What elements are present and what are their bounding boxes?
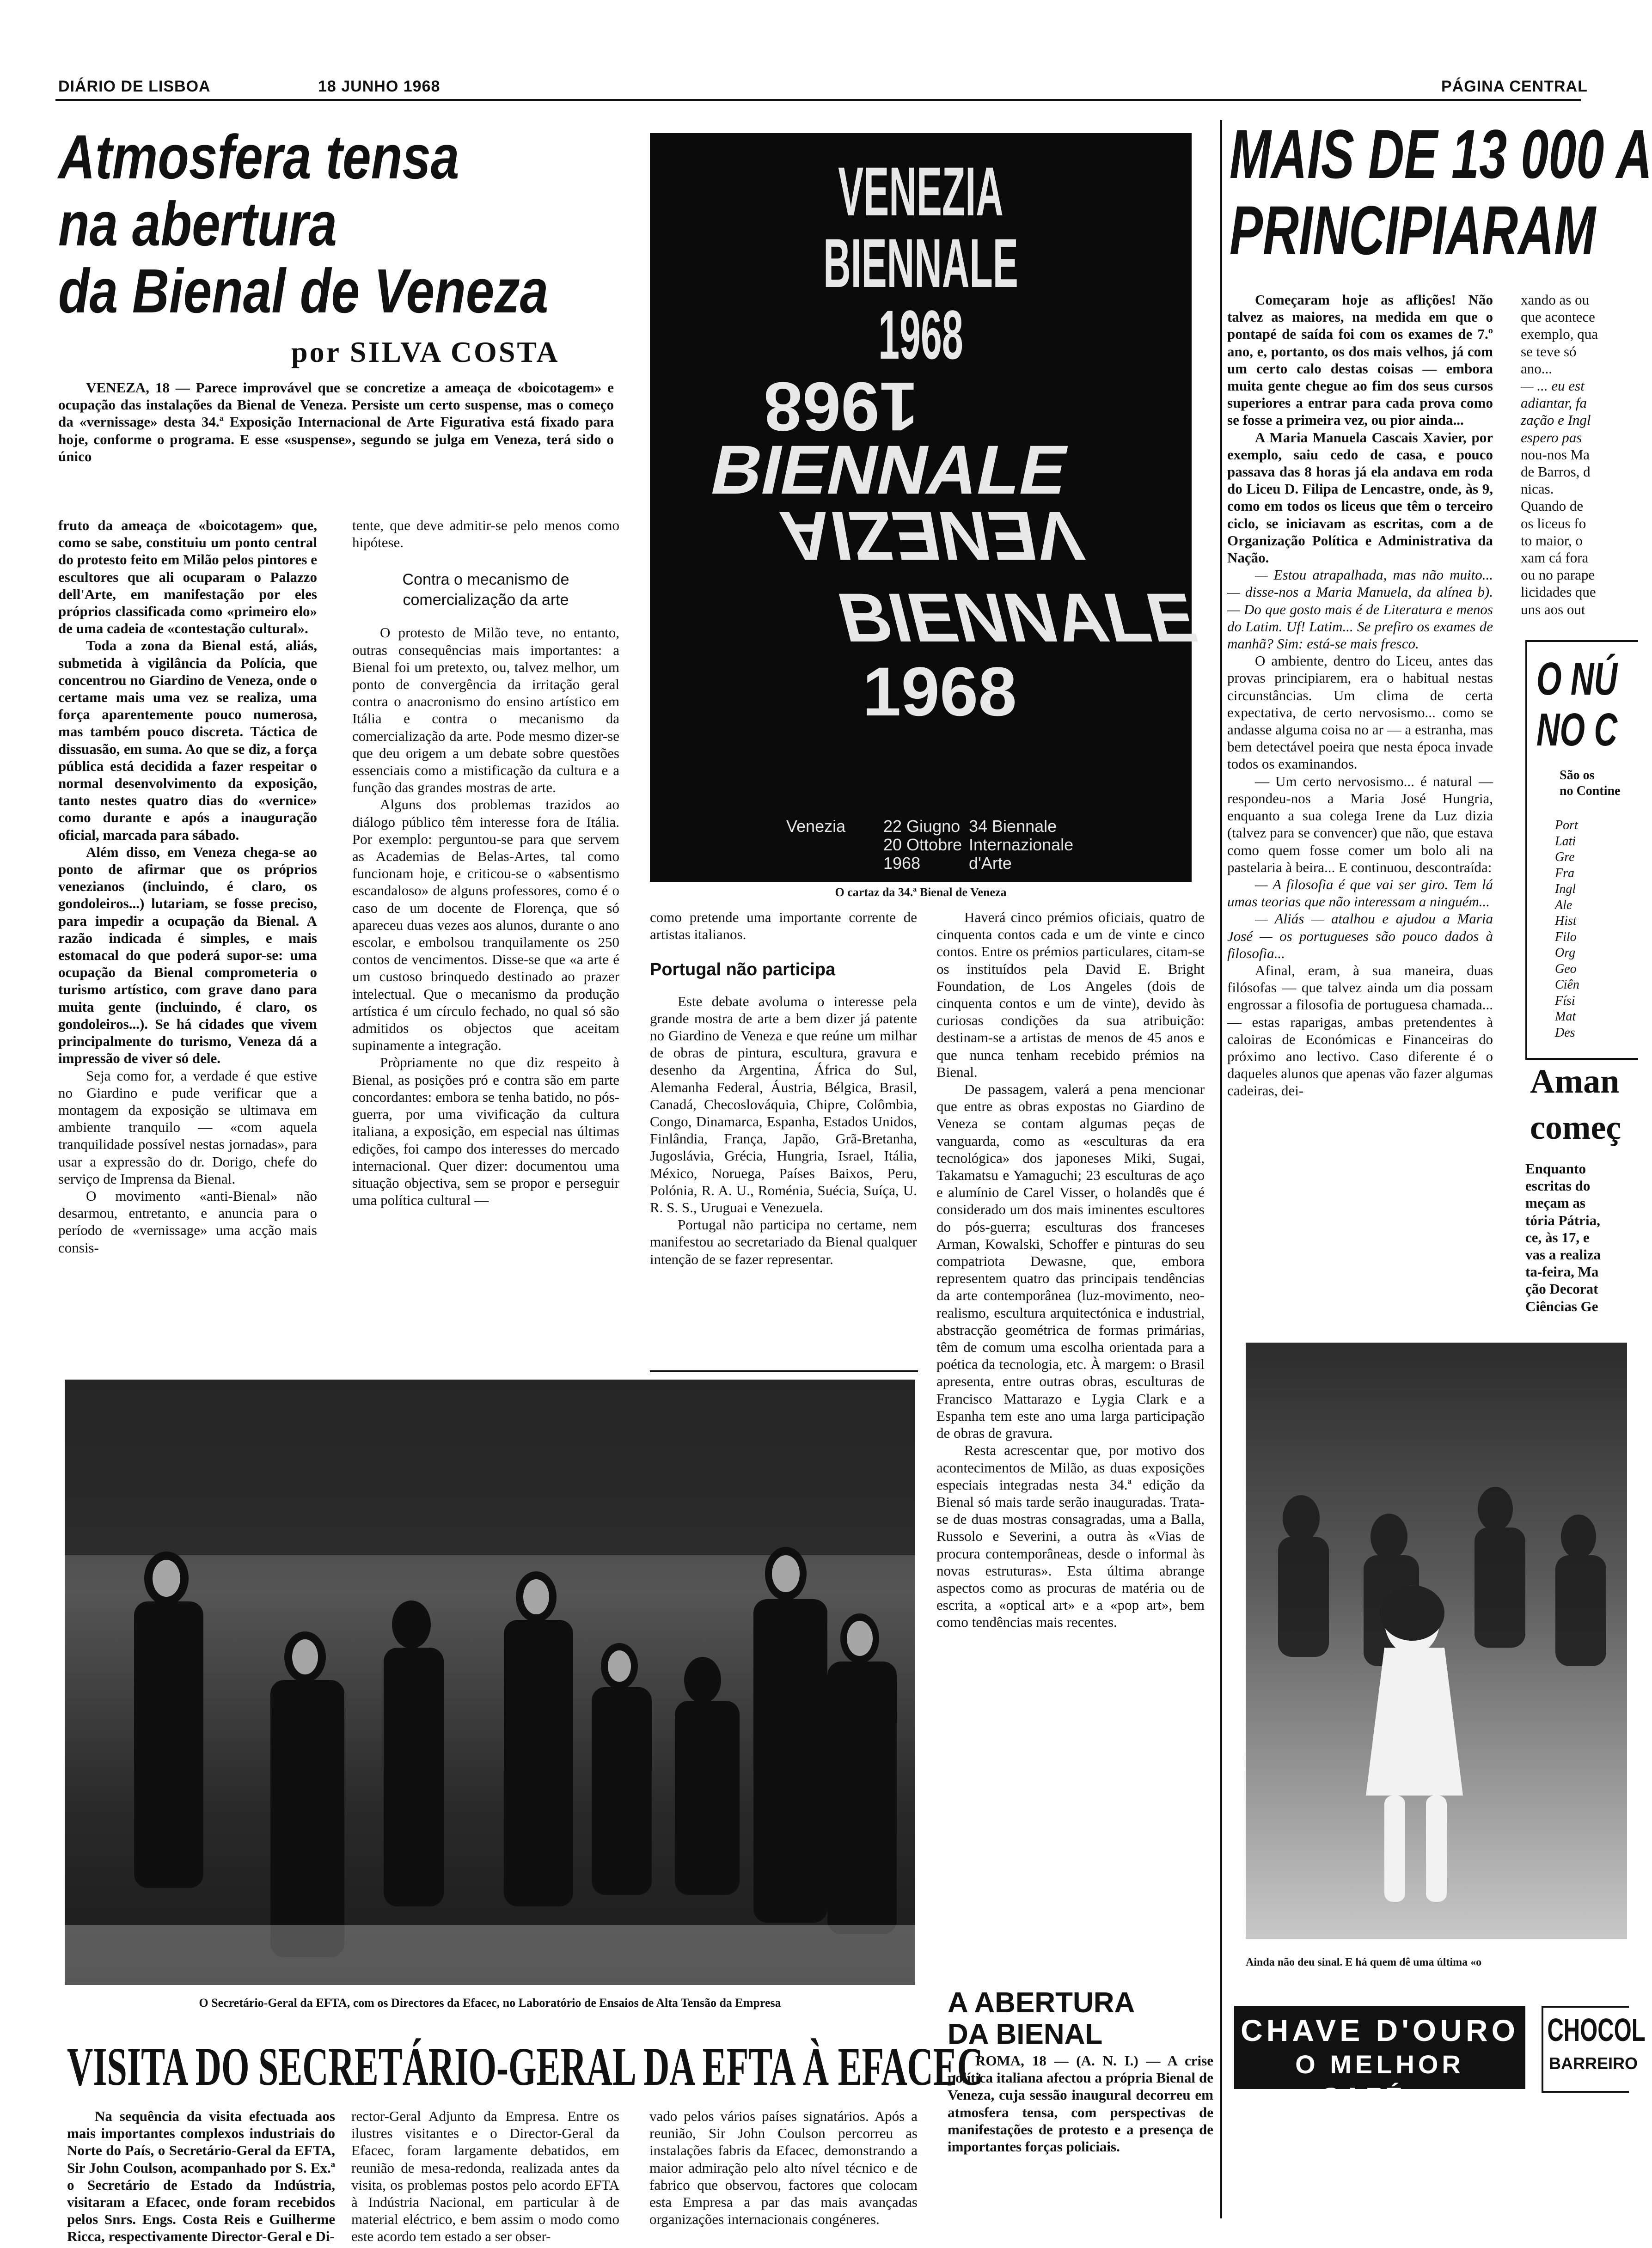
text-line: tória Pátria, (1525, 1212, 1600, 1228)
efta-visit-photo (65, 1380, 915, 1985)
paragraph: O protesto de Milão teve, no entanto, outras consequências mais importantes: a Bienal foi um pretexto, ou, talvez melhor, um ponto de convergência da irritação geral contra o anacronismo do ensino artístico em Itália e contra o mecanismo da comercialização da arte. Pode mesmo dizer-se que deu origem a um debate sobre questões essenciais como a mistificação da cultura e a função das grandes mostras de arte. (352, 624, 619, 796)
bienal-byline: por SILVA COSTA (291, 336, 560, 368)
exams-headline-line: MAIS DE 13 000 A (1230, 115, 1652, 193)
text-line: ção Decorat (1525, 1281, 1598, 1297)
exams-main-column (1227, 291, 1493, 1326)
poster-text: VENEZIA (838, 153, 1003, 230)
efta-headline (67, 2036, 983, 2098)
list-item: Físi (1555, 993, 1575, 1008)
text-line: que acontece (1521, 309, 1595, 325)
column-rule (1220, 120, 1222, 2218)
bienal-column-1 (58, 517, 317, 1349)
text-line: os liceus fo (1521, 515, 1586, 531)
poster-caption: O cartaz da 34.ª Bienal de Veneza (835, 886, 1007, 899)
bienal-poster-image (650, 133, 1205, 882)
text-line: ou no parape (1521, 567, 1595, 583)
text-line: Enquanto (1525, 1161, 1586, 1177)
sidebox-title-line: NO C (1536, 704, 1617, 756)
paragraph: Toda a zona da Bienal está, aliás, submetida à vigilância da Polícia, que concentrou no Giardino de Veneza, onde o certame mais uma vez se realiza, uma força aparentemente pouco numerosa, mas também pouco discreta. Táctica de dissuasão, em suma. Ao que se diz, a força pública está decidida a fazer respeitar o normal desenvolvimento da exposição, tanto nestes quatro dias do «vernice» como durante e após a inauguração oficial, marcada para sábado. (58, 637, 317, 843)
text-line: Ciências Ge (1525, 1298, 1598, 1314)
paragraph: — Aliás — atalhou e ajudou a Maria José — os portugueses são pouco dados à filosofia... (1227, 910, 1493, 961)
paragraph: ROMA, 18 — (A. N. I.) — A crise política italiana afectou a própria Bienal de Veneza, cuja sessão inaugural decorreu em atmosfera tensa, com perspectivas de manifestações de protesto e a presença de importantes forças policiais. (948, 2053, 1213, 2155)
poster-city: Venezia (786, 817, 846, 836)
efta-column-1 (67, 2108, 335, 2245)
ad-chocolate (1542, 2006, 1646, 2093)
poster-wave-text: BIENNALE (704, 431, 1075, 509)
text-line: licidades que (1521, 584, 1596, 600)
list-item: Filo (1555, 929, 1577, 944)
paragraph: vado pelos vários países signatários. Após a reunião, Sir John Coulson percorreu as instalações fabris da Efacec, demonstrando a maior admiração pelo alto nível técnico e de fabrico que observou, factores que colocam esta Empresa a par das mais avançadas organizações internacionais congéneres. (649, 2108, 918, 2228)
paragraph: — A filosofia é que vai ser giro. Tem lá umas teorias que não interessam a ninguém... (1227, 876, 1493, 910)
bienal-column-4 (936, 909, 1205, 1861)
paragraph: Pròpriamente no que diz respeito à Bienal, as posições pró e contra são em parte concordantes: embora se tenha batido, no pós-guerra, por uma vivificação da cultura italiana, a exposição, em especial nas últimas edições, foi campo dos interesses do mercado internacional. Quer dizer: documentou uma situação objectiva, sem se propor e perseguir uma política cultural — (352, 1054, 619, 1209)
paragraph: Afinal, eram, à sua maneira, duas filósofas — que talvez ainda um dia possam engrossar a filosofia de portuguesa chamada... — estas raparigas, ambas pretendentes à caloiras de Económicas e Financeiras do próximo ano lectivo. Caso diferente é o daqueles alunos que apenas vão fazer algumas cadeiras, dei- (1227, 962, 1493, 1099)
paragraph: Este debate avoluma o interesse pela grande mostra de arte a bem dizer já patente no Giardino de Veneza e que reúne um milhar de obras de pintura, escultura, gravura e desenho da Argentina, África do Sul, Alemanha Federal, Áustria, Bélgica, Brasil, Canadá, Checoslováquia, Chipre, Colômbia, Congo, Dinamarca, Espanha, Estados Unidos, Finlândia, França, Japão, Grã-Bretanha, Jugoslávia, Grécia, Hungria, Israel, Itália, México, Noruega, Países Baixos, Peru, Polónia, R. A. U., Roménia, Suécia, Suíça, U. R. S. S., Uruguai e Venezuela. (650, 993, 917, 1216)
paragraph: — Estou atrapalhada, mas não muito... — disse-nos a Maria Manuela, da alínea b). — Do que gosto mais é de Literatura e menos do Latim. Uf! Latim... Se prefiro os exames de manhã? Sim: está-se mais fresco. (1227, 567, 1493, 652)
amanha-text (1525, 1160, 1627, 1317)
ad-chave-douro (1234, 2006, 1525, 2111)
poster-wave-text: 1968 (863, 653, 1017, 730)
bienal-column-2 (352, 517, 619, 1349)
exams-students-photo (1246, 1343, 1627, 1939)
exams-photo-caption: Ainda não deu sinal. E há quem dê uma última «o (1246, 1956, 1482, 1968)
list-item: Lati (1555, 834, 1576, 849)
ad-line: BARREIRO (1549, 2054, 1638, 2073)
bienal-lead-text: VENEZA, 18 — Parece improvável que se concretize a ameaça de «boicotagem» e ocupação das instalações da Bienal de Veneza. Persiste um certo suspense, mas o começo da «vernissage» desta 34.ª Exposição Internacional de Arte Figurativa está fixado para hoje, conforme o programa. E esse «suspense», segundo se julga em Veneza, terá sido o único (58, 379, 614, 464)
paragraph: De passagem, valerá a pena mencionar que entre as obras expostas no Giardino de Veneza se contam algumas peças de vanguarda, como as «esculturas da era tecnológica» dos japoneses Miki, Sugai, Takamatsu e Yamaguchi; 23 esculturas de aço e alumínio de Carel Visser, o holandês que é considerado um dos mais iminentes escultores do pós-guerra; esculturas dos franceses Arman, Kowalski, Schoffer e pinturas do seu compatriota Dewasne, que, embora representem quatro das principais tendências da arte contemporânea (luz-movimento, neo-realismo, escultura arquitectónica e industrial, abstracção geométrica de formas primárias, têm de comum uma escolha orientada para a poética da tecnologia, etc. À margem: o Brasil apresenta, entre outras obras, esculturas de Francisco Mattarazo e Lygia Clark e a Espanha tem este ano uma larga participação de obras de gravura. (936, 1081, 1205, 1442)
list-item: Ale (1555, 898, 1572, 912)
poster-wave-graphic (704, 368, 1205, 730)
list-item: Gre (1555, 850, 1575, 864)
text-line: no Contine (1560, 784, 1621, 798)
paragraph: Começaram hoje as aflições! Não talvez as maiores, na medida em que o pontapé de saída foi com os exames de 7.º ano, e, portanto, os dos mais velhos, já com um certo calo destas coisas — embora muita gente chegue ao fim dos seus cursos superiores a entrar para cada prova como se fosse a primeira vez, ou pior ainda... (1227, 292, 1493, 428)
poster-text: BIENNALE (823, 224, 1018, 302)
text-line: escritas do (1525, 1178, 1591, 1194)
poster-date-line: 20 Ottobre (883, 835, 962, 854)
ad-line: CHAVE D'OURO (1241, 2013, 1519, 2047)
paragraph: O movimento «anti-Bienal» não desarmou, entretanto, e anuncia para o período de «vernissage» uma acção mais consis- (58, 1187, 317, 1256)
poster-dates (883, 817, 962, 873)
efta-headline-text: VISITA DO SECRETÁRIO-GERAL DA EFTA À EFACEC (67, 2036, 983, 2097)
exams-headline (1230, 115, 1652, 272)
column-rule (650, 1370, 918, 1372)
text-line: xam cá fora (1521, 550, 1589, 566)
paragraph: Seja como for, a verdade é que estive no Giardino e pude verificar que a montagem da exposição se ultimava em ambiente tranquilo — «com aquela tranquilidade possível nestas jornadas», para usar a expressão do dr. Dorigo, chefe do serviço de Imprensa da Bienal. (58, 1067, 317, 1187)
efta-column-3 (649, 2108, 918, 2232)
bienal-headline-line: na abertura (58, 189, 337, 259)
list-item: Fra (1555, 866, 1574, 880)
paragraph: Haverá cinco prémios oficiais, quatro de cinquenta contos cada e um de vinte e cinco contos. Entre os prémios particulares, citam-se os instituídos pela David E. Bright Foundation, de Los Angeles (dois de cinquenta contos e um de vinte), devido às curiosas condições da sua atribuição: destinam-se a artistas de menos de 45 anos e que nunca tenham recebido prémios na Bienal. (936, 909, 1205, 1080)
list-item: Mat (1555, 1009, 1576, 1024)
text-line: to maior, o (1521, 532, 1583, 549)
poster-wave-text: 1968 (764, 368, 918, 446)
bienal-lead (58, 379, 614, 518)
efta-photo-figures (65, 1380, 915, 1985)
text-line: vas a realiza (1525, 1246, 1601, 1263)
text-line: zação e Ingl (1521, 412, 1591, 428)
bienal-column-3 (650, 909, 917, 1371)
paragraph: Na sequência da visita efectuada aos mais importantes complexos industriais do Norte do País, o Secretário-Geral da EFTA, Sir John Coulson, acompanhado por S. Ex.ª o Secretário de Estado da Indústria, visitaram a Efacec, onde foram recebidos pelos Snrs. Engs. Costa Reis e Guilherme Ricca, respectivamente Director-Geral e Di- (67, 2108, 335, 2245)
paragraph: — Um certo nervosismo... é natural — respondeu-nos a Maria José Hungria, enquanto a sua colega Irene da Luz dizia (talvez para se convencer) que não, que estava como quem fosse comer um bolo ali na pastelaria à beira... E continuou, descontraída: (1227, 773, 1493, 875)
sidebox-list (1555, 818, 1579, 1041)
poster-event-line: d'Arte (969, 854, 1012, 873)
poster-event-line: Internazionale (969, 835, 1074, 854)
header-rule (55, 99, 1581, 101)
amanha-headline-line: começ (1530, 1109, 1621, 1147)
poster-text: 1968 (878, 296, 963, 373)
list-item: Des (1555, 1025, 1575, 1040)
list-item: Hist (1555, 914, 1577, 928)
poster-date-line: 22 Giugno (883, 817, 961, 836)
amanha-headline-line: Aman (1530, 1063, 1620, 1100)
efta-photo-caption: O Secretário-Geral da EFTA, com os Directores da Efacec, no Laboratório de Ensaios de Alta Tensão da Empresa (199, 1996, 781, 2010)
bienal-headline (58, 121, 636, 334)
amanha-headline (1530, 1058, 1627, 1151)
list-item: Org (1555, 946, 1576, 960)
text-line: — ... eu est (1521, 378, 1585, 394)
text-line: de Barros, d (1521, 464, 1591, 480)
text-line: exemplo, qua (1521, 326, 1598, 342)
text-line: uns aos out (1521, 601, 1585, 617)
abertura-headline (948, 1987, 1206, 2050)
ad-line: O MELHOR CAFÉ... (1295, 2050, 1464, 2111)
text-line: São os (1560, 768, 1595, 782)
text-line: nou-nos Ma (1521, 446, 1590, 463)
exams-right-column (1521, 291, 1627, 624)
abertura-headline-line: DA BIENAL (948, 2018, 1103, 2050)
list-item: Geo (1555, 961, 1577, 976)
text-line: Quando de (1521, 498, 1584, 514)
poster-date-line: 1968 (883, 854, 921, 873)
paragraph: tente, que deve admitir-se pelo menos como hipótese. (352, 517, 619, 551)
abertura-text (948, 2052, 1213, 2200)
paragraph: A Maria Manuela Cascais Xavier, por exemplo, saiu cedo de casa, e pouco passava das 8 horas já ela andava em roda do Liceu D. Filipa de Lencastre, onde, às 9, como em todos os liceus que têm o terceiro ciclo, se iniciavam as escritas, com a de Organização Política e Administrativa da Nação. (1227, 429, 1493, 566)
paragraph: rector-Geral Adjunto da Empresa. Entre os ilustres visitantes e o Director-Geral da Efacec, foram largamente debatidos, em reunião de mesa-redonda, realizada antes da visita, os problemas postos pelo acordo EFTA à Indústria Nacional, em particular à de material eléctrico, e bem assim o modo como este acordo tem estado a ser obser- (351, 2108, 619, 2245)
text-line: meçam as (1525, 1195, 1585, 1211)
list-item: Ingl (1555, 882, 1576, 896)
paragraph: Portugal não participa no certame, nem manifestou ao secretariado da Bienal qualquer intenção de se fazer representar. (650, 1216, 917, 1267)
list-item: Port (1555, 818, 1578, 832)
paragraph: fruto da ameaça de «boicotagem» que, como se sabe, constituiu um ponto central do protesto feito em Milão pelos pintores e escultores que ali ocuparam o Palazzo dell'Arte, em manifestação por eles próprios classificada como «primeiro elo» de uma cadeia de «contestação cultural». (58, 517, 317, 637)
text-line: ano... (1521, 360, 1553, 377)
paragraph: Resta acrescentar que, por motivo dos acontecimentos de Milão, as duas exposições especiais integradas nesta 34.ª edição da Bienal só mais tarde serão inauguradas. Trata-se de duas mostras consagradas, uma a Balla, Russolo e Severini, a outra às «Vias de procura contemporâneas, desde o informal às novas estruturas». Esta última abrange aspectos como as procuras de matéria ou de escrita, a «optical art» e a «pop art», bem como tendências mais recentes. (936, 1442, 1205, 1631)
text-line: nicas. (1521, 481, 1554, 497)
abertura-headline-line: A ABERTURA (948, 1987, 1135, 2019)
section-label: PÁGINA CENTRAL (1441, 78, 1588, 95)
bienal-headline-line: da Bienal de Veneza (58, 256, 549, 326)
exams-photo-figures (1246, 1343, 1627, 1939)
ad-line: CHOCOL (1547, 2012, 1646, 2048)
poster-wave-text: BIENNALE (830, 579, 1205, 657)
poster-event (969, 817, 1073, 873)
poster-event-line: 34 Biennale (969, 817, 1057, 836)
list-item: Ciên (1555, 977, 1579, 992)
text-line: ta-feira, Ma (1525, 1264, 1599, 1280)
subheading-comercializacao: Contra o mecanismo de comercialização da arte (402, 571, 569, 609)
text-line: adiantar, fa (1521, 395, 1587, 411)
text-line: xando as ou (1521, 292, 1590, 308)
text-line: se teve só (1521, 343, 1577, 360)
paragraph: Além disso, em Veneza chega-se ao ponto de afirmar que os próprios venezianos (incluindo, é claro, os gondoleiros...) lutariam, se fosse preciso, para impedir a ocupação da Bienal. A razão indicada é simples, e mais estomacal do que poderá supor-se: uma ocupação da Bienal comprometeria o turismo artístico, com grave dano para muita gente (incluindo, é claro, os gondoleiros...). Se há cidades que vivem principalmente do turismo, Veneza dá a impressão de viver só dele. (58, 843, 317, 1067)
paragraph: O ambiente, dentro do Liceu, antes das provas principiarem, era o habitual nestas circunstâncias. Um clima de certa expectativa, de certo nervosismo... como se andasse alguma coisa no ar — a estranha, mas bem detectável poeira que nesta época invade todos os examinandos. (1227, 653, 1493, 772)
sidebox-title-line: O NÚ (1536, 653, 1617, 705)
issue-date: 18 JUNHO 1968 (318, 78, 441, 95)
efta-column-2 (351, 2108, 619, 2245)
poster-wave-text: VENEZIA (775, 497, 1089, 574)
paragraph: Alguns dos problemas trazidos ao diálogo público têm interesse fora de Itália. Por exemplo: perguntou-se para que servem as Academias de Belas-Artes, tal como funcionam hoje, e criticou-se o «absentismo escandaloso» de alguns professores, como é o caso de um docente de Florença, que só apareceu duas vezes aos alunos, durante o ano escolar, e embolsou tranquilamente os 250 contos de vencimentos. Disse-se que «a arte é um custoso brinquedo destinado ao prazer intelectual. Que o mecanismo da produção artística é um círculo fechado, no qual só são admitidos os objectos que aceitam supinamente a integração. (352, 796, 619, 1054)
sidebox-numbers (1525, 640, 1638, 1060)
text-line: ce, às 17, e (1525, 1229, 1590, 1246)
newspaper-name: DIÁRIO DE LISBOA (58, 78, 211, 95)
paragraph: como pretende uma importante corrente de artistas italianos. (650, 909, 917, 943)
subheading-portugal: Portugal não participa (650, 960, 836, 980)
sidebox-subtitle (1560, 768, 1620, 799)
bienal-headline-line: Atmosfera tensa (58, 122, 459, 192)
exams-headline-line: PRINCIPIARAM (1230, 191, 1596, 269)
text-line: espero pas (1521, 429, 1582, 446)
